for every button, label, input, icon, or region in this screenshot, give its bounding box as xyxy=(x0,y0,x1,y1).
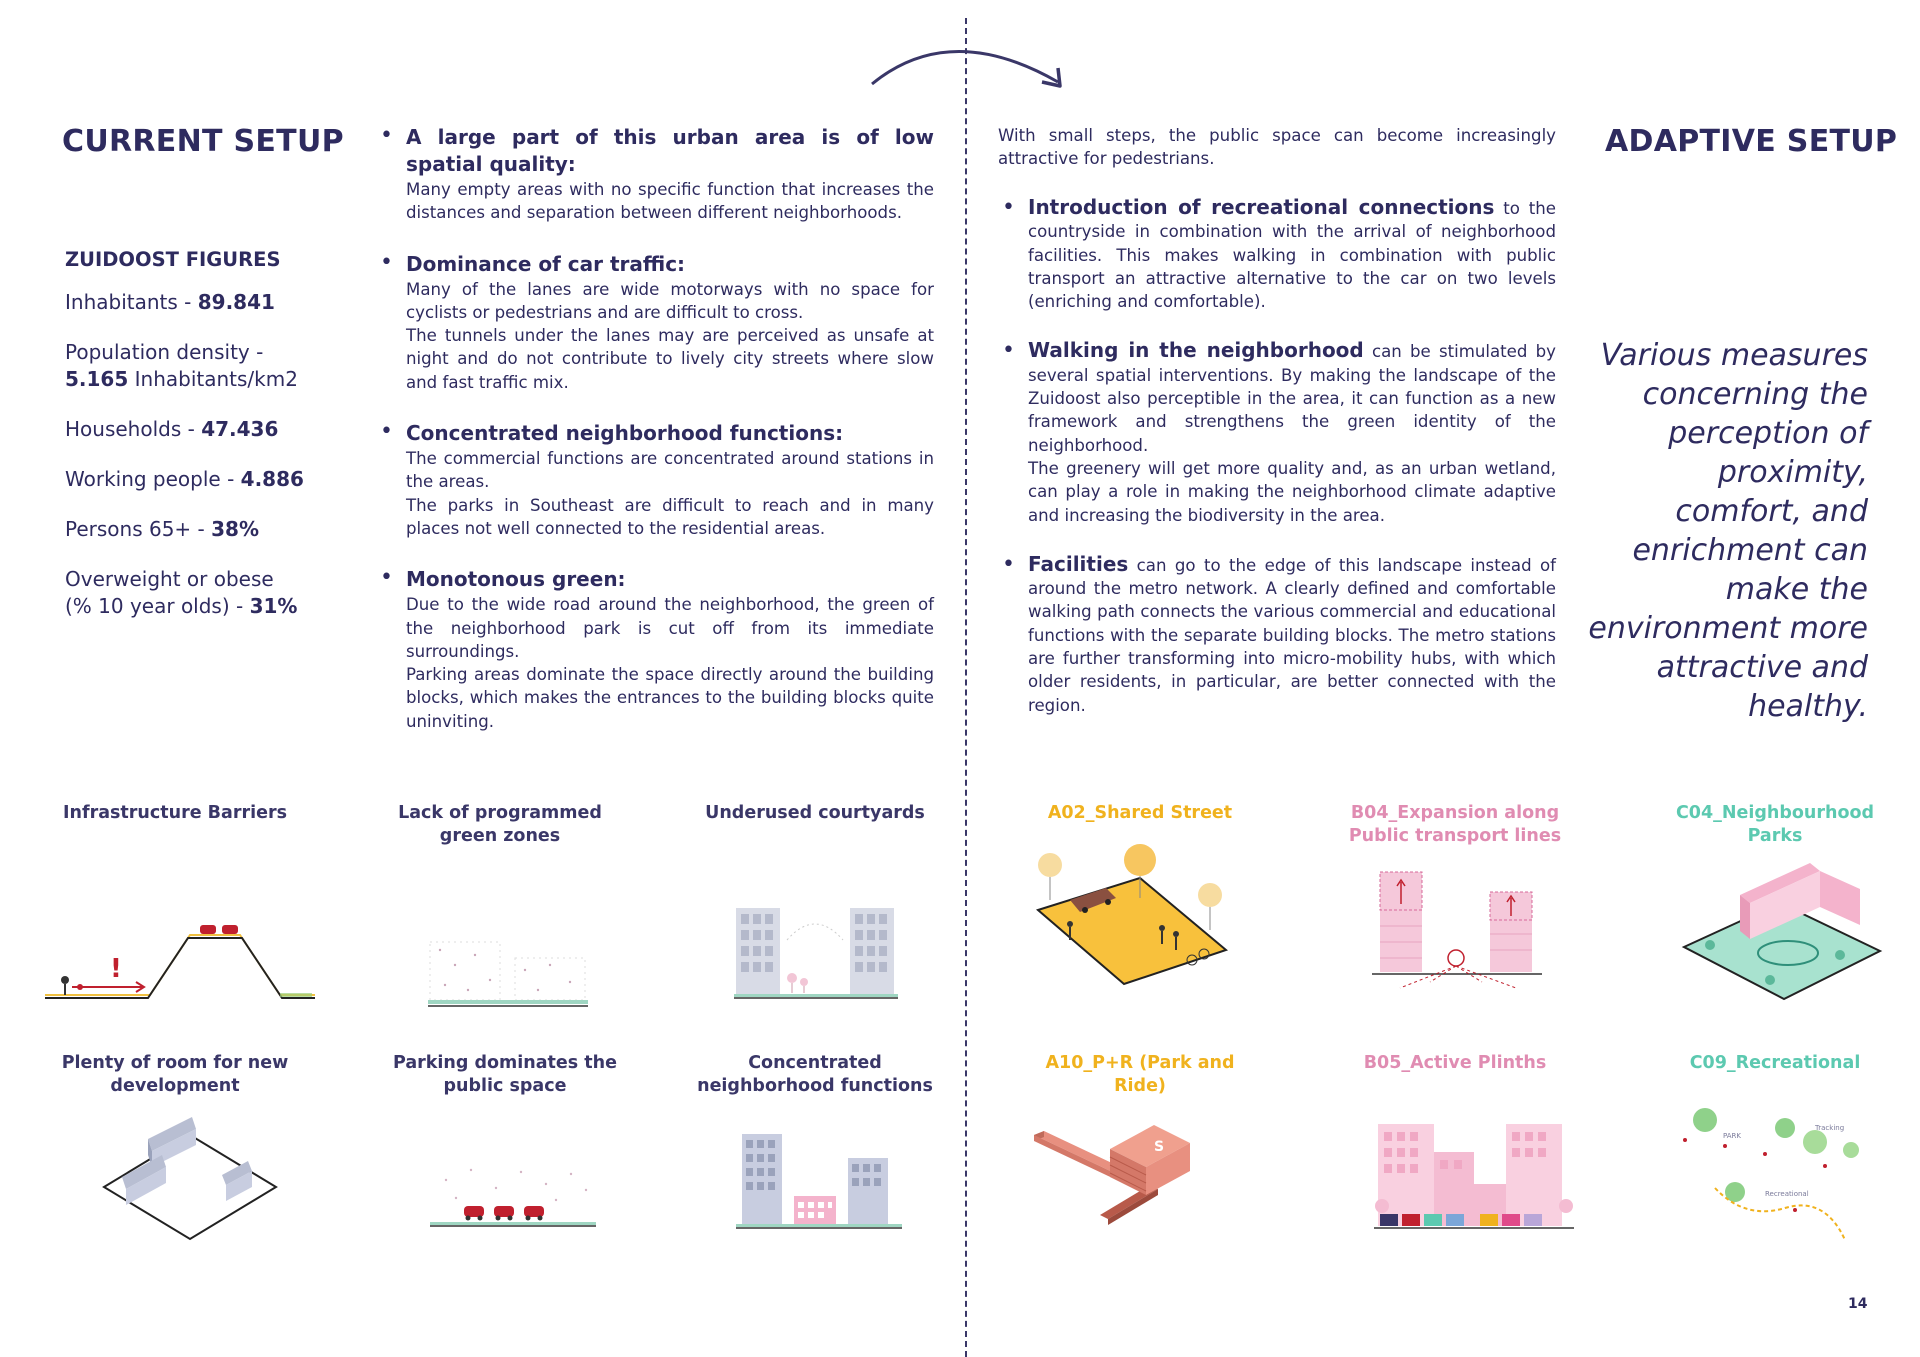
parking-illustration xyxy=(426,1160,606,1240)
page-number: 14 xyxy=(1848,1296,1868,1312)
infrastructure-barriers-illustration xyxy=(40,915,320,1025)
neighbourhood-parks-illustration xyxy=(1680,855,1890,1005)
caption-lack-green-zones: Lack of programmed green zones xyxy=(398,803,602,846)
adaptive-setup-bullets xyxy=(998,196,1556,743)
zuidoost-figures xyxy=(65,248,345,643)
room-for-development-illustration xyxy=(100,1115,280,1245)
caption-infrastructure-barriers: Infrastructure Barriers xyxy=(62,803,287,823)
current-setup-title: CURRENT SETUP xyxy=(62,124,344,159)
bullet-recreational-connections: • Introduction of recreational connections to the countryside in combination with the arrival of neighborhood facilities. This makes walking in combination with public transport an attractive alternative to the car on two levels (enriching and comfortable). xyxy=(998,196,1556,313)
park-and-ride-illustration xyxy=(1030,1115,1200,1235)
page-divider xyxy=(965,18,967,1357)
caption-expansion-transport: B04_Expansion along Public transport lines xyxy=(1348,803,1562,846)
concentrated-functions-illustration xyxy=(732,1130,912,1235)
figure-working-people: Working people - 4.886 xyxy=(65,467,304,491)
sketch-label-park: PARK xyxy=(1723,1132,1742,1140)
underused-courtyards-illustration xyxy=(732,900,912,1010)
caption-shared-street: A02_Shared Street xyxy=(1047,803,1233,823)
caption-concentrated-functions: Concentrated neighborhood functions xyxy=(697,1053,933,1096)
shared-street-illustration xyxy=(1030,840,1230,1000)
active-plinths-illustration xyxy=(1370,1120,1580,1240)
green-zones-illustration xyxy=(420,920,600,1020)
caption-park-and-ride: A10_P+R (Park and Ride) xyxy=(1045,1053,1235,1096)
adaptive-intro: With small steps, the public space can become increasingly attractive for pedestrians. xyxy=(998,126,1556,169)
caption-neighbourhood-parks: C04_Neighbourhood Parks xyxy=(1675,803,1875,846)
bullet-facilities: • Facilities can go to the edge of this landscape instead of around the metro network. A clearly defined and comfortable walking path connects the various commercial and educational functions with the separate building blocks. The metro stations are further transforming into micro-mobility hubs, with which older residents, in particular, are better connected with the region. xyxy=(998,553,1556,717)
figure-population-density: Population density - 5.165 Inhabitants/km2 xyxy=(65,340,298,391)
recreational-illustration xyxy=(1665,1100,1875,1250)
svg-text:S: S xyxy=(1154,1139,1165,1155)
figure-inhabitants: Inhabitants - 89.841 xyxy=(65,290,275,314)
figures-title: ZUIDOOST FIGURES xyxy=(65,248,281,271)
bullet-car-traffic: • Dominance of car traffic: Many of the lanes are wide motorways with no space for cyclists or pedestrians and are difficult to cross. The tunnels under the lanes may are perceived as unsafe at night and do not contribute to lively city streets where slow and fast traffic mix. xyxy=(376,251,934,394)
expansion-transport-illustration xyxy=(1370,870,1550,1000)
caption-room-for-development: Plenty of room for new development xyxy=(61,1053,289,1096)
bullet-low-spatial-quality: • A large part of this urban area is of low spatial quality: Many empty areas with no specific function that increases the distances and separation between different neighborhoods. xyxy=(376,124,934,225)
caption-underused-courtyards: Underused courtyards xyxy=(705,803,925,823)
bullet-walking-neighborhood: • Walking in the neighborhood can be stimulated by several spatial interventions. By making the landscape of the Zuidoost also perceptible in the area, it can function as a new framework and strengthens the green identity of the neighborhood. The greenery will get more quality and, as an urban wetland, can play a role in making the neighborhood climate adaptive and increasing the biodiversity in the area. xyxy=(998,339,1556,526)
bullet-concentrated-functions: • Concentrated neighborhood functions: The commercial functions are concentrated around stations in the areas. The parks in Southeast are difficult to reach and in many places not well connected to the residential areas. xyxy=(376,420,934,540)
warning-mark-icon: ! xyxy=(110,954,122,984)
pull-quote: Various measures concerning the perception of proximity, comfort, and enrichment can make the environment more attractive and healthy. xyxy=(1588,338,1868,724)
figure-overweight: Overweight or obese (% 10 year olds) - 31% xyxy=(65,567,298,618)
figure-persons-65: Persons 65+ - 38% xyxy=(65,517,259,541)
current-setup-bullets xyxy=(376,124,934,759)
sketch-label-recreational: Recreational xyxy=(1765,1190,1809,1198)
caption-recreational: C09_Recreational xyxy=(1689,1053,1861,1073)
sketch-label-tracking: Tracking xyxy=(1815,1124,1845,1132)
flow-arrow-icon xyxy=(860,20,1070,100)
caption-active-plinths: B05_Active Plinths xyxy=(1363,1053,1547,1073)
figure-households: Households - 47.436 xyxy=(65,417,279,441)
caption-parking-dominates: Parking dominates the public space xyxy=(393,1053,617,1096)
adaptive-setup-title: ADAPTIVE SETUP xyxy=(1605,124,1898,159)
bullet-monotonous-green: • Monotonous green: Due to the wide road around the neighborhood, the green of the neighborhood park is cut off from its immediate surroundings. Parking areas dominate the space directly around the building blocks, which makes the entrances to the building blocks quite uninviting. xyxy=(376,566,934,733)
